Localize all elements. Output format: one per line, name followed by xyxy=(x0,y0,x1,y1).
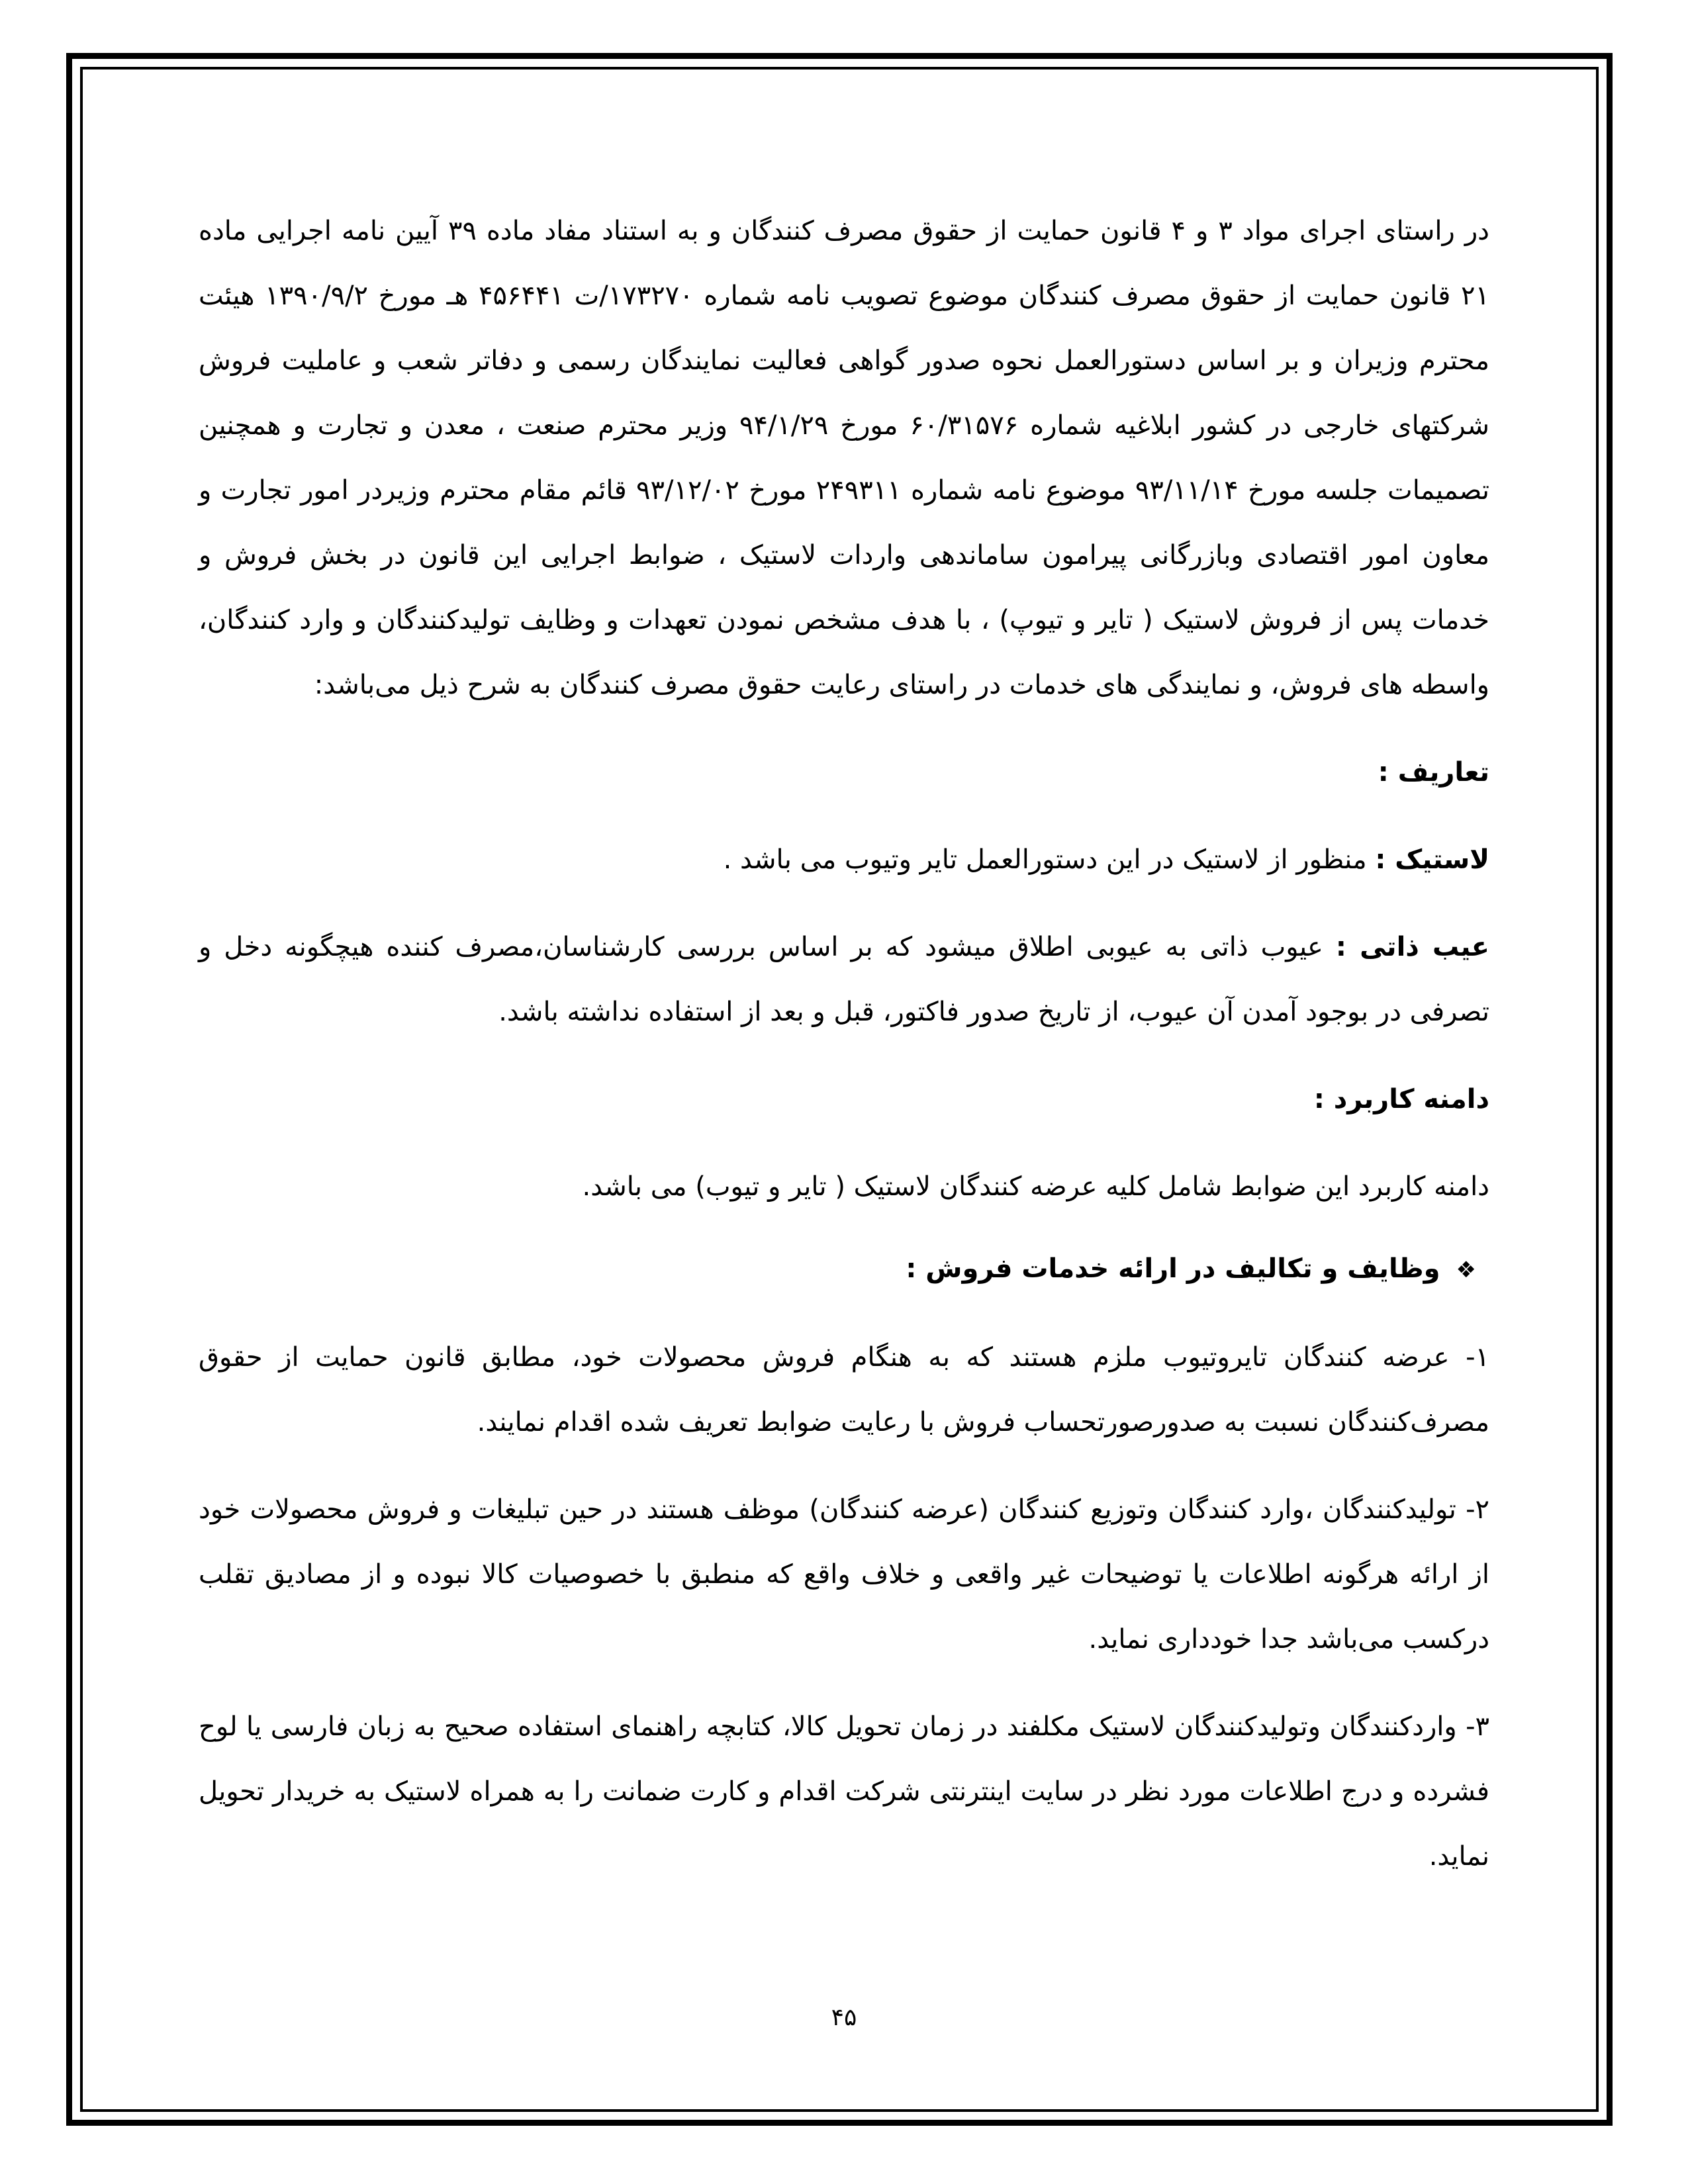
document-body xyxy=(199,199,1489,1889)
duty-item-1: ۱- عرضه کنندگان تایروتیوب ملزم هستند که به هنگام فروش محصولات خود، مطابق قانون حمایت از حقوق مصرف‌کنندگان نسبت به صدورصورتحساب فروش با رعایت ضوابط تعریف شده اقدام نمایند. xyxy=(199,1342,1489,1437)
definition-defect-term: عیب ذاتی : xyxy=(1335,932,1490,962)
duty-item-2: ۲- تولیدکنندگان ،وارد کنندگان وتوزیع کنندگان (عرضه کنندگان) موظف هستند در حین تبلیغات و فروش محصولات خود از ارائه هرگونه اطلاعات یا توضیحات غیر واقعی و خلاف واقع که منطبق با خصوصیات کالا نبوده و از مصادیق تقلب درکسب می‌باشد جدا خودداری نماید. xyxy=(199,1494,1489,1655)
duty-item-3: ۳- واردکنندگان وتولیدکنندگان لاستیک مکلفند در زمان تحویل کالا، کتابچه راهنمای استفاده صحیح به زبان فارسی یا لوح فشرده و درج اطلاعات مورد نظر در سایت اینترنتی شرکت اقدام و کارت ضمانت را به همراه لاستیک به خریدار تحویل نماید. xyxy=(199,1711,1489,1872)
scope-text: دامنه کاربرد این ضوابط شامل کلیه عرضه کنندگان لاستیک ( تایر و تیوب) می باشد. xyxy=(582,1171,1489,1202)
intro-paragraph: در راستای اجرای مواد ۳ و ۴ قانون حمایت از حقوق مصرف کنندگان و به استناد مفاد ماده ۳۹ آیین نامه اجرایی ماده ۲۱ قانون حمایت از حقوق مصرف کنندگان موضوع تصویب نامه شماره ۱۷۳۲۷۰/ت ۴۵۶۴۴۱ هـ مورخ ۱۳۹۰/۹/۲ هیئت محترم وزیران و بر اساس دستورالعمل نحوه صدور گواهی فعالیت نمایندگان رسمی و دفاتر شعب و عاملیت فروش شرکتهای خارجی در کشور ابلاغیه شماره ۶۰/۳۱۵۷۶ مورخ ۹۴/۱/۲۹ وزیر محترم صنعت ، معدن و تجارت و همچنین تصمیمات جلسه مورخ ۹۳/۱۱/۱۴ موضوع نامه شماره ۲۴۹۳۱۱ مورخ ۹۳/۱۲/۰۲ قائم مقام محترم وزیردر امور تجارت و معاون امور اقتصادی وبازرگانی پیرامون ساماندهی واردات لاستیک ، ضوابط اجرایی این قانون در بخش فروش و خدمات پس از فروش لاستیک ( تایر و تیوپ) ، با هدف مشخص نمودن تعهدات و وظایف تولیدکنندگان و وارد کنندگان، واسطه های فروش، و نمایندگی های خدمات در راستای رعایت حقوق مصرف کنندگان به شرح ذیل می‌باشد: xyxy=(199,216,1490,700)
definitions-heading: تعاریف : xyxy=(1378,757,1489,788)
definition-tire xyxy=(199,827,1489,892)
duties-heading xyxy=(199,1236,1489,1302)
definition-tire-text: منظور از لاستیک در این دستورالعمل تایر وتیوب می باشد . xyxy=(723,844,1376,875)
definition-tire-term: لاستیک : xyxy=(1375,844,1489,875)
definition-defect-text: عیوب ذاتی به عیوبی اطلاق میشود که بر اساس بررسی کارشناسان،مصرف کننده هیچگونه دخل و تصرفی در بوجود آمدن آن عیوب، از تاریخ صدور فاکتور، قبل و بعد از استفاده نداشته باشد. xyxy=(199,932,1489,1027)
diamond-bullet-icon: ❖ xyxy=(1456,1257,1476,1283)
duties-heading-text: وظایف و تکالیف در ارائه خدمات فروش : xyxy=(906,1253,1440,1284)
definition-defect xyxy=(199,915,1489,1044)
page-number: ۴۵ xyxy=(831,2004,857,2031)
scope-heading: دامنه کاربرد : xyxy=(1313,1084,1489,1115)
